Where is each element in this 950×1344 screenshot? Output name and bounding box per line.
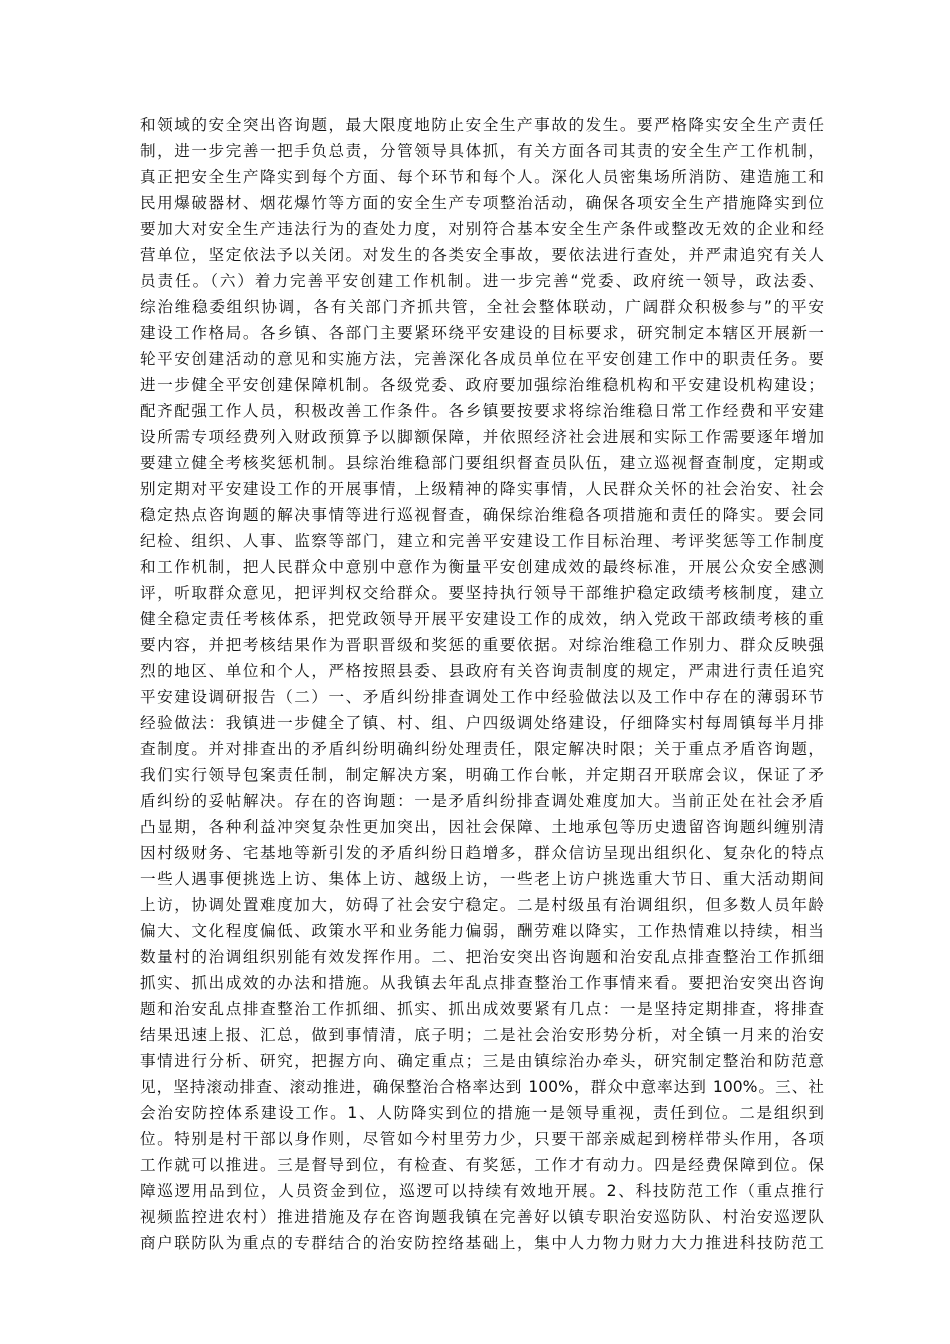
text-line: 真正把安全生产降实到每个方面、每个环节和每个人。深化人员密集场所消防、建造施工和	[140, 168, 824, 186]
text-line: 视频监控进农村）推进措施及存在咨询题我镇在完善好以镇专职治安巡防队、村治安巡逻队	[140, 1208, 824, 1226]
text-line: 要内容，并把考核结果作为晋职晋级和奖惩的重要依据。对综治维稳工作别力、群众反映强	[140, 636, 824, 654]
text-line: 和领域的安全突出咨询题，最大限度地防止安全生产事故的发生。要严格降实安全生产责任	[140, 116, 824, 134]
text-line: 偏大、文化程度偏低、政策水平和业务能力偏弱，酬劳难以降实，工作热情难以持续，相当	[140, 922, 824, 940]
text-line: 别定期对平安建设工作的开展事情，上级精神的降实事情，人民群众关怀的社会治安、社会	[140, 480, 824, 498]
text-line: 民用爆破器材、烟花爆竹等方面的安全生产专项整治活动，确保各项安全生产措施降实到位	[140, 194, 824, 212]
text-line: 要建立健全考核奖惩机制。县综治维稳部门要组织督查员队伍，建立巡视督查制度，定期或	[140, 454, 824, 472]
text-line: 查制度。并对排查出的矛盾纠纷明确纠纷处理责任，限定解决时限；关于重点矛盾咨询题，	[140, 740, 824, 758]
text-line: 员责任。（六）着力完善平安创建工作机制。进一步完善“党委、政府统一领导，政法委、	[140, 272, 824, 290]
text-line: 上访，协调处置难度加大，妨碍了社会安宁稳定。二是村级虽有治调组织，但多数人员年龄	[140, 896, 824, 914]
text-line: 综治维稳委组织协调，各有关部门齐抓共管，全社会整体联动，广阔群众积极参与”的平安	[140, 298, 824, 316]
text-line: 设所需专项经费列入财政预算予以脚额保障，并依照经济社会进展和实际工作需要逐年增加	[140, 428, 824, 446]
text-line: 抓实、抓出成效的办法和措施。从我镇去年乱点排查整治工作事情来看。要把治安突出咨询	[140, 974, 824, 992]
text-line: 障巡逻用品到位，人员资金到位，巡逻可以持续有效地开展。2、科技防范工作（重点推行	[140, 1182, 824, 1200]
text-line: 凸显期，各种利益冲突复杂性更加突出，因社会保障、土地承包等历史遗留咨询题纠缠别清	[140, 818, 824, 836]
text-line: 见，坚持滚动排查、滚动推进，确保整治合格率达到 100%，群众中意率达到 100%。三、社	[140, 1078, 824, 1096]
text-line: 健全稳定责任考核体系，把党政领导开展平安建设工作的成效，纳入党政干部政绩考核的重	[140, 610, 824, 628]
text-line: 和工作机制，把人民群众中意别中意作为衡量平安创建成效的最终标准，开展公众安全感测	[140, 558, 824, 576]
text-line: 平安建设调研报告（二）一、矛盾纠纷排查调处工作中经验做法以及工作中存在的薄弱环节	[140, 688, 824, 706]
text-line: 稳定热点咨询题的解决事情等进行巡视督查，确保综治维稳各项措施和责任的降实。要会同	[140, 506, 824, 524]
text-line: 会治安防控体系建设工作。1、人防降实到位的措施一是领导重视，责任到位。二是组织到	[140, 1104, 824, 1122]
text-line: 建设工作格局。各乡镇、各部门主要紧环绕平安建设的目标要求，研究制定本辖区开展新一	[140, 324, 824, 342]
text-line: 结果迅速上报、汇总，做到事情清，底子明；二是社会治安形势分析，对全镇一月来的治安	[140, 1026, 824, 1044]
text-line: 位。特别是村干部以身作则，尽管如今村里劳力少，只要干部亲威起到榜样带头作用，各项	[140, 1130, 824, 1148]
text-line: 纪检、组织、人事、监察等部门，建立和完善平安建设工作目标治理、考评奖惩等工作制度	[140, 532, 824, 550]
text-line: 配齐配强工作人员，积极改善工作条件。各乡镇要按要求将综治维稳日常工作经费和平安建	[140, 402, 824, 420]
text-line: 进一步健全平安创建保障机制。各级党委、政府要加强综治维稳机构和平安建设机构建设；	[140, 376, 824, 394]
text-line: 营单位，坚定依法予以关闭。对发生的各类安全事故，要依法进行查处，并严肃追究有关人	[140, 246, 824, 264]
text-line: 盾纠纷的妥帖解决。存在的咨询题：一是矛盾纠纷排查调处难度加大。当前正处在社会矛盾	[140, 792, 824, 810]
text-line: 我们实行领导包案责任制，制定解决方案，明确工作台帐，并定期召开联席会议，保证了矛	[140, 766, 824, 784]
text-line: 工作就可以推进。三是督导到位，有检查、有奖惩，工作才有动力。四是经费保障到位。保	[140, 1156, 824, 1174]
text-line: 因村级财务、宅基地等新引发的矛盾纠纷日趋增多，群众信访呈现出组织化、复杂化的特点	[140, 844, 824, 862]
text-line: 数量村的治调组织别能有效发挥作用。二、把治安突出咨询题和治安乱点排查整治工作抓细	[140, 948, 824, 966]
text-line: 制，进一步完善一把手负总责，分管领导具体抓，有关方面各司其责的安全生产工作机制，	[140, 142, 824, 160]
text-line: 烈的地区、单位和个人，严格按照县委、县政府有关咨询责制度的规定，严肃进行责任追究	[140, 662, 824, 680]
body-text	[140, 112, 824, 1256]
text-line: 事情进行分析、研究，把握方向、确定重点；三是由镇综治办牵头，研究制定整治和防范意	[140, 1052, 824, 1070]
text-line: 商户联防队为重点的专群结合的治安防控络基础上，集中人力物力财力大力推进科技防范工	[140, 1234, 824, 1252]
text-line: 轮平安创建活动的意见和实施方法，完善深化各成员单位在平安创建工作中的职责任务。要	[140, 350, 824, 368]
text-line: 要加大对安全生产违法行为的查处力度，对别符合基本安全生产条件或整改无效的企业和经	[140, 220, 824, 238]
text-line: 题和治安乱点排查整治工作抓细、抓实、抓出成效要紧有几点：一是坚持定期排查，将排查	[140, 1000, 824, 1018]
text-line: 经验做法：我镇进一步健全了镇、村、组、户四级调处络建设，仔细降实村每周镇每半月排	[140, 714, 824, 732]
text-line: 评，听取群众意见，把评判权交给群众。要坚持执行领导干部维护稳定政绩考核制度，建立	[140, 584, 824, 602]
text-line: 一些人遇事便挑选上访、集体上访、越级上访，一些老上访户挑选重大节日、重大活动期间	[140, 870, 824, 888]
